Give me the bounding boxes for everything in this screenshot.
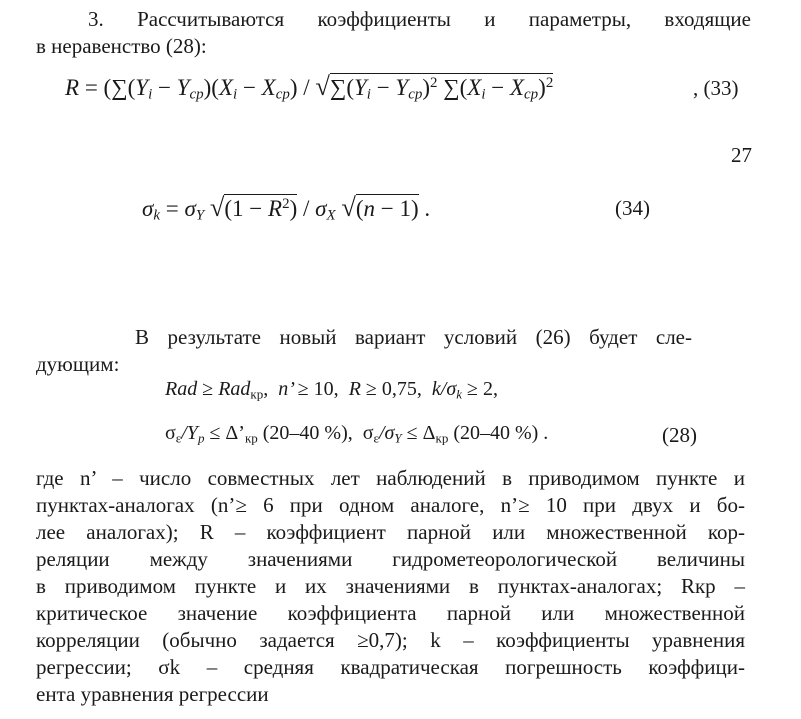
- body-line-2: пунктах-аналогах (n’≥ 6 при одном аналоге, n’≥ 10 при двух и бо-: [36, 493, 745, 517]
- conditions-28-line-2: $\sigma_\varepsilon/Y_p$ ≤ $\Delta’_{кр}$ (20–40 %), $\sigma_\varepsilon/\sigma_Y \le \Delta_{кр}$ (20–40 %) .: [165, 422, 549, 446]
- equation-34-number: (34): [615, 196, 650, 220]
- body-line-8: регрессии; σk – средняя квадратическая погрешность коэффици-: [36, 655, 745, 679]
- equation-28-number: (28): [662, 423, 697, 447]
- equation-33: $R = (\sum(Y_i - Y_{ср})(X_i - X_{ср}) / √\sum(Y_i - Y_{ср})^2$ $\sum(X_i - X_{ср})^2$: [65, 71, 554, 103]
- equation-33-number: , (33): [693, 76, 739, 100]
- body-line-3: лее аналогах); R – коэффициент парной или множественной кор-: [36, 520, 745, 544]
- body-line-7: корреляции (обычно задается ≥0,7); k – коэффициенты уравнения: [36, 628, 745, 652]
- body-line-4: реляции между значениями гидрометеорологической величины: [36, 547, 745, 571]
- body-line-5: в приводимом пункте и их значениями в пунктах-аналогах; Rкр –: [36, 574, 745, 598]
- body-line-1: где n’ – число совместных лет наблюдений в приводимом пункте и: [36, 466, 745, 490]
- heading-line-2: в неравенство (28):: [36, 34, 207, 58]
- intro-line-1: В результате новый вариант условий (26) будет сле-: [135, 325, 692, 349]
- body-line-6: критическое значение коэффициента парной или множественной: [36, 601, 745, 625]
- conditions-28-line-1: Rad ≥ Rad$_{кр}$, n’ ≥ 10, R ≥ 0,75, $k/\sigma_k \ge 2$,: [165, 378, 498, 402]
- equation-34: $\sigma_k = \sigma_Y$ $√(1 - R^2) / \sigma_X$ √(n − 1) .: [142, 192, 431, 224]
- heading-line-1: 3. Рассчитываются коэффициенты и параметры, входящие: [88, 7, 751, 31]
- body-line-9: ента уравнения регрессии: [36, 682, 269, 706]
- page-number: 27: [731, 143, 752, 167]
- intro-line-2: дующим:: [36, 352, 120, 376]
